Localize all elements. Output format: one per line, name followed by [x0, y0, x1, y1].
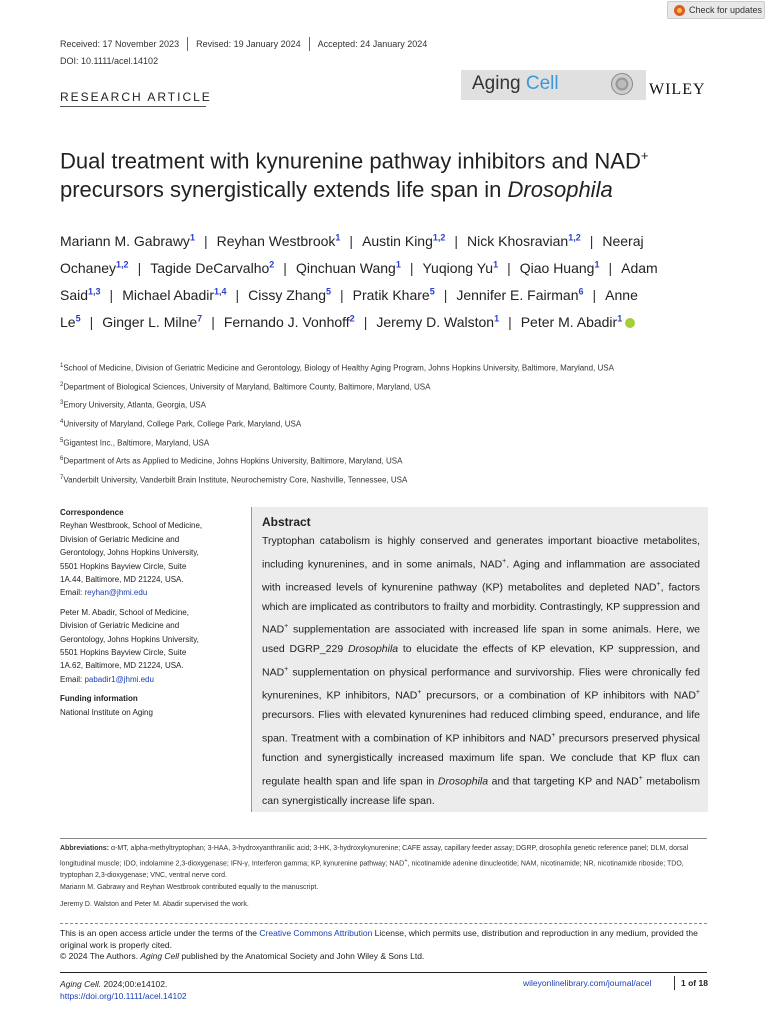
orcid-icon[interactable]: [625, 318, 635, 328]
author: [376, 314, 499, 330]
author-name: Anne Le: [60, 286, 638, 331]
corr1-line: Division of Geriatric Medicine and: [60, 534, 180, 544]
author-separator: |: [507, 259, 511, 276]
author: [362, 233, 445, 249]
author-affiliation: 1: [617, 313, 623, 324]
email-line-1: [60, 586, 236, 599]
author-affiliation: 1,2: [568, 232, 581, 242]
correspondence-heading: Correspondence: [60, 508, 124, 517]
doi-link[interactable]: https://doi.org/10.1111/acel.14102: [60, 991, 187, 1001]
author-separator: |: [454, 232, 459, 249]
author: [150, 260, 274, 276]
author-name: Reyhan Westbrook: [216, 232, 336, 249]
author-separator: |: [235, 286, 240, 303]
footnote-rule: [60, 838, 707, 839]
author: [217, 233, 341, 249]
author-name: Adam Said: [60, 259, 658, 303]
author-affiliation: 2: [269, 259, 275, 270]
author-affiliation: 6: [578, 286, 584, 297]
funding-text: National Institute on Aging: [60, 707, 153, 717]
author-separator: |: [589, 232, 594, 249]
author-separator: |: [608, 259, 613, 276]
journal-title-part2: Cell: [525, 73, 559, 94]
author: [296, 260, 401, 276]
funding-heading: Funding information: [60, 694, 138, 704]
author-affiliation: 1,3: [88, 286, 101, 297]
affiliation: $^4$University of Maryland, College Park, College Park, Maryland, USA: [60, 418, 302, 429]
corr1-line: 1A.44, Baltimore, MD 21224, USA.: [60, 575, 184, 585]
abstract-heading: Abstract: [262, 515, 311, 529]
license-link[interactable]: Creative Commons Attribution: [259, 928, 373, 938]
author-name: Ginger L. Milne: [102, 314, 198, 331]
author-affiliation: 1,4: [214, 286, 227, 297]
author: [422, 260, 498, 276]
corr2-line: Gerontology, Johns Hopkins University,: [60, 634, 199, 644]
author-affiliation: 7: [197, 313, 203, 324]
society-seal-icon: [611, 73, 633, 95]
author-affiliation: 1: [335, 232, 341, 242]
author-name: Neeraj Ochaney: [60, 232, 644, 276]
author-name: Yuqiong Yu: [422, 259, 494, 276]
author-affiliation: 1,2: [116, 259, 129, 270]
author-affiliation: 1,2: [432, 232, 446, 242]
author-separator: |: [340, 286, 344, 303]
author-name: Qiao Huang: [519, 259, 595, 276]
author-name: Nick Khosravian: [467, 232, 569, 249]
check-for-updates-label: Check for updates: [689, 5, 763, 15]
affiliation: $^5$Gigantest Inc., Baltimore, Maryland, USA: [60, 437, 210, 448]
affiliation: $^6$Department of Arts as Applied to Medicine, Johns Hopkins University, Baltimore, Maryland, USA: [60, 456, 403, 466]
author-name: Michael Abadir: [122, 286, 215, 303]
affiliation: $^2$Department of Biological Sciences, University of Maryland, Baltimore County, Baltimore, Maryland, USA: [60, 381, 431, 392]
email-link-1[interactable]: reyhan@jhmi.edu: [84, 588, 148, 598]
affiliation: $^3$Emory University, Atlanta, Georgia, USA: [60, 400, 206, 410]
author: [224, 314, 355, 330]
author-name: Pratik Khare: [352, 286, 430, 303]
author-separator: |: [409, 259, 414, 276]
author: [456, 287, 583, 303]
author-separator: |: [211, 314, 215, 331]
title-part2: precursors synergistically extends life span in: [60, 177, 508, 203]
abstract-text: Tryptophan catabolism is highly conserved and generates important bioactive metabolites, including kynurenines, and in some animals, NAD+. Aging and inflammation are associated with increased levels of kynurenine pathway (KP) metabolites and depleted NAD+, factors which are implicated as contributors to frailty and morbidity. Contrastingly, KP suppression and NAD+ supplementation are associated with increased life span in some animals. Here, we used DGRP_229 Drosophila to elucidate the effects of KP elevation, KP suppression, and NAD+ supplementation on physical performance and survivorship. Flies were chronically fed kynurenines, KP inhibitors, NAD+ precursors, or a combination of KP inhibitors with NAD+ precursors. Flies with elevated kynurenines had reduced climbing speed, endurance, and life span. Treatment with a combination of KP inhibitors and NAD+ precursors preserved physical function and synergistically increased maximum life span. We conclude that KP flux can regulate health span and life span in Drosophila and that targeting KP and NAD+ metabolism can synergistically increase life span.: [262, 535, 701, 807]
supervision-note: Jeremy D. Walston and Peter M. Abadir supervised the work.: [60, 901, 249, 908]
corr1-line: Gerontology, Johns Hopkins University,: [60, 548, 199, 558]
divider: [187, 37, 188, 51]
author: [353, 287, 435, 303]
corr1-line: 5501 Hopkins Bayview Circle, Suite: [60, 561, 187, 571]
author-name: Qinchuan Wang: [295, 259, 396, 276]
corr2-line: 5501 Hopkins Bayview Circle, Suite: [60, 648, 187, 658]
author-affiliation: 1: [189, 232, 195, 242]
author: [102, 314, 202, 330]
author-separator: |: [443, 286, 448, 303]
article-type-rule: [60, 106, 206, 107]
author-affiliation: 1: [594, 259, 600, 270]
revised-date: Revised: 19 January 2024: [196, 39, 301, 49]
doi: DOI: 10.1111/acel.14102: [60, 56, 159, 66]
received-date: Received: 17 November 2023: [60, 39, 180, 49]
affiliation: $^7$Vanderbilt University, Vanderbilt Brain Institute, Neurochemistry Core, Nashville, Tennessee, USA: [60, 474, 408, 485]
corr1-line: Reyhan Westbrook, School of Medicine,: [60, 521, 203, 531]
abbreviations: Abbreviations: α-MT, alpha-methyltryptophan; 3-HAA, 3-hydroxyanthranilic acid; 3-HK, 3-hydroxykynurenine; CAFE assay, capillary feeder assay; DGRP, drosophila genetic reference panel; DLM, dorsal longitudinal muscle; IDO, indolamine 2,3-dioxygenase; IFN-γ, Interferon gamma; KP, kynurenine pathway; NAD+, nicotinamide adenine dinucleotide; NAM, nicotinamide; NR, nicotinamide riboside; TDO, tryptophan 2,3-dioxygenase; VNC, ventral nerve cord.: [60, 845, 689, 880]
affiliations: [60, 358, 720, 489]
author-list: [60, 226, 720, 335]
divider: [674, 976, 675, 990]
page-number: 1 of 18: [681, 978, 708, 988]
abbr-label: Abbreviations:: [60, 845, 110, 852]
article-title: [60, 141, 720, 204]
author-separator: |: [203, 232, 208, 249]
author-affiliation: 2: [349, 313, 355, 324]
check-for-updates-button[interactable]: [667, 1, 765, 19]
author-name: Fernando J. Vonhoff: [223, 314, 350, 331]
journal-title-part1: Aging: [472, 73, 521, 94]
title-italic: Drosophila: [507, 177, 613, 203]
email-line-2: [60, 673, 236, 686]
author-separator: |: [137, 259, 142, 276]
article-type: RESEARCH ARTICLE: [60, 90, 212, 104]
email-label: Email:: [60, 674, 85, 684]
author-separator: |: [109, 286, 114, 303]
affiliation: $^1$School of Medicine, Division of Geriatric Medicine and Gerontology, Biology of Healthy Aging Program, Johns Hopkins University, Baltimore, Maryland, USA: [60, 363, 614, 373]
email-link-2[interactable]: pabadir1@jhmi.edu: [84, 674, 154, 684]
author-separator: |: [283, 259, 287, 276]
author-affiliation: 5: [429, 286, 435, 297]
author: [122, 287, 226, 303]
license-text: This is an open access article under the terms of the Creative Commons Attribution License, which permits use, distribution and reproduction in any medium, provided the original work is properly cited. © 2024 The Authors. Aging Cell published by the Anatomical Society and John Wiley & Sons Ltd.: [60, 928, 698, 961]
author-affiliation: 5: [75, 313, 81, 324]
author-affiliation: 1: [493, 259, 499, 270]
author-name: Peter M. Abadir: [520, 314, 618, 331]
publisher-logo: WILEY: [649, 81, 706, 98]
accepted-date: Accepted: 24 January 2024: [317, 39, 428, 49]
author-affiliation: 1: [395, 259, 401, 270]
journal-title[interactable]: [472, 73, 559, 95]
author-affiliation: 5: [325, 286, 331, 297]
author: [248, 287, 331, 303]
journal-url-link[interactable]: wileyonlinelibrary.com/journal/acel: [523, 978, 652, 988]
corr2-line: Division of Geriatric Medicine and: [60, 621, 180, 631]
corr2-line: Peter M. Abadir, School of Medicine,: [60, 607, 189, 617]
sidebar: [60, 506, 236, 719]
author-name: Austin King: [362, 232, 433, 249]
author-separator: |: [89, 314, 94, 331]
author: [521, 314, 636, 330]
author-name: Mariann M. Gabrawy: [60, 232, 190, 249]
divider: [309, 37, 310, 51]
footer-rule: [60, 972, 707, 973]
email-label: Email:: [60, 588, 85, 598]
author-name: Jeremy D. Walston: [376, 314, 495, 331]
author: [467, 233, 581, 249]
author: [520, 260, 600, 276]
author-name: Jennifer E. Fairman: [456, 286, 579, 303]
author: [60, 233, 195, 249]
author-name: Tagide DeCarvalho: [150, 259, 270, 276]
corr2-line: 1A.62, Baltimore, MD 21224, USA.: [60, 661, 184, 671]
crossmark-icon: [674, 5, 685, 16]
citation: Aging Cell. 2024;00:e14102. https://doi.org/10.1111/acel.14102: [60, 979, 187, 1001]
dashed-rule: [60, 923, 707, 924]
history-dates: [60, 37, 427, 51]
author-name: Cissy Zhang: [248, 286, 326, 303]
author-separator: |: [349, 232, 354, 249]
author-separator: |: [592, 286, 597, 303]
author-separator: |: [363, 314, 368, 331]
title-part1: Dual treatment with kynurenine pathway inhibitors and NAD: [60, 148, 641, 174]
contribution-note: Mariann M. Gabrawy and Reyhan Westbrook contributed equally to the manuscript.: [60, 884, 319, 891]
author-affiliation: 1: [494, 313, 500, 324]
author-separator: |: [508, 314, 512, 331]
title-sup: +: [640, 148, 649, 163]
